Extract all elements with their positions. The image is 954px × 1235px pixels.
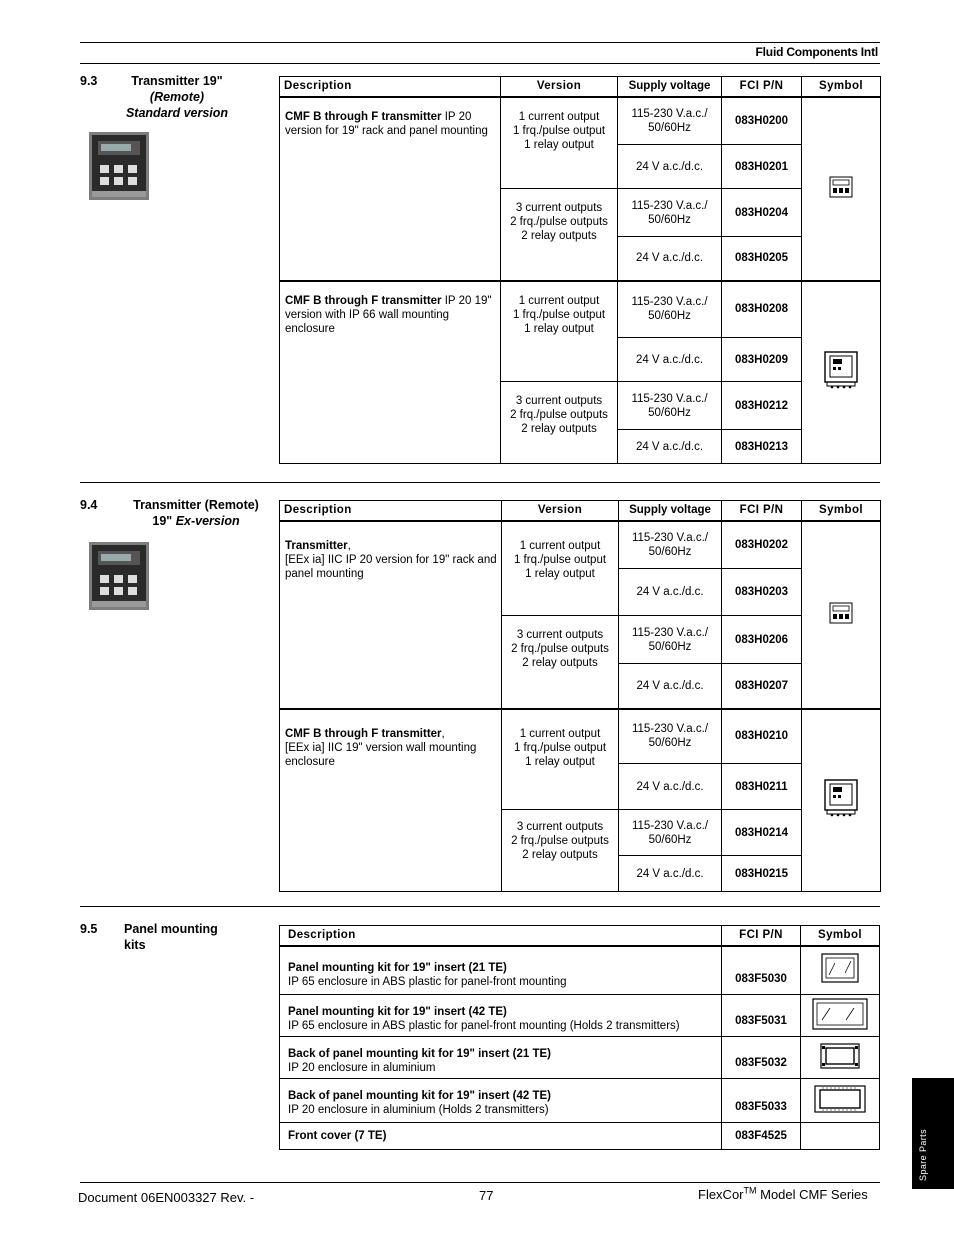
col-header: Supply voltage: [618, 77, 722, 97]
footer-rule: [80, 1182, 880, 1183]
kit-description: Front cover (7 TE): [280, 1123, 722, 1150]
table-row: [280, 946, 880, 995]
part-number: 083F5030: [722, 946, 801, 995]
part-number: 083H0214: [722, 810, 802, 856]
supply-cell: 115-230 V.a.c./ 50/60Hz: [619, 521, 722, 569]
table-row: [280, 281, 881, 338]
table-row: [280, 1037, 880, 1079]
footer-page-number: 77: [479, 1188, 494, 1203]
supply-cell: 24 V a.c./d.c.: [618, 338, 722, 382]
description-cell: Transmitter, [EEx ia] IIC IP 20 version for 19" rack and panel mounting: [280, 521, 502, 709]
part-number: 083H0204: [722, 189, 802, 237]
section-divider: [80, 482, 880, 483]
col-header: Description: [280, 926, 722, 946]
supply-cell: 115-230 V.a.c./ 50/60Hz: [619, 616, 722, 664]
parts-table-9-3: [279, 76, 881, 464]
section-number: 9.4: [80, 498, 98, 512]
part-number: 083F5031: [722, 995, 801, 1037]
version-cell: 3 current outputs 2 frq./pulse outputs 2 relay outputs: [502, 810, 619, 892]
rack-transmitter-symbol: [802, 97, 881, 281]
supply-cell: 115-230 V.a.c./ 50/60Hz: [618, 97, 722, 145]
section-divider: [80, 906, 880, 907]
part-number: 083H0213: [722, 430, 802, 464]
part-number: 083H0215: [722, 856, 802, 892]
table-row: [280, 1123, 880, 1150]
table-header-row: [280, 77, 881, 97]
part-number: 083F5033: [722, 1079, 801, 1123]
rack-unit-icon: [829, 176, 853, 198]
supply-cell: 24 V a.c./d.c.: [618, 145, 722, 189]
wall-enclosure-icon: [824, 779, 858, 817]
table-row: [280, 1079, 880, 1123]
section-number: 9.5: [80, 922, 98, 936]
ex-transmitter-photo: [88, 541, 150, 611]
rack-transmitter-symbol: [802, 521, 881, 709]
part-number: 083H0203: [722, 569, 802, 616]
description-cell: CMF B through F transmitter IP 20 version for 19" rack and panel mounting: [280, 97, 501, 281]
section-title: Panel mounting kits: [124, 922, 218, 952]
supply-cell: 115-230 V.a.c./ 50/60Hz: [618, 189, 722, 237]
table-row: [280, 995, 880, 1037]
rack-unit-icon: [829, 602, 853, 624]
col-header: Supply voltage: [619, 501, 722, 521]
parts-table-9-4: [279, 500, 881, 892]
back-panel-kit-42te-symbol: [801, 1079, 880, 1123]
part-number: 083F4525: [722, 1123, 801, 1150]
part-number: 083H0206: [722, 616, 802, 664]
version-cell: 1 current output 1 frq./pulse output 1 relay output: [501, 97, 618, 189]
part-number: 083H0205: [722, 237, 802, 281]
rack-transmitter-photo: [88, 131, 150, 201]
wall-transmitter-symbol: [802, 281, 881, 464]
supply-cell: 24 V a.c./d.c.: [619, 664, 722, 709]
supply-cell: 24 V a.c./d.c.: [619, 764, 722, 810]
version-cell: 1 current output 1 frq./pulse output 1 relay output: [501, 281, 618, 382]
version-cell: 1 current output 1 frq./pulse output 1 relay output: [502, 521, 619, 616]
wall-enclosure-icon: [824, 351, 858, 389]
table-header-row: [280, 926, 880, 946]
section-number: 9.3: [80, 74, 98, 88]
part-number: 083H0207: [722, 664, 802, 709]
chapter-tab-label: Spare Parts: [918, 1129, 928, 1181]
supply-cell: 115-230 V.a.c./ 50/60Hz: [618, 382, 722, 430]
chapter-tab: [912, 1078, 954, 1189]
description-cell: CMF B through F transmitter, [EEx ia] IIC 19" version wall mounting enclosure: [280, 709, 502, 892]
part-number: 083F5032: [722, 1037, 801, 1079]
header-rule-top: [80, 42, 880, 43]
part-number: 083H0209: [722, 338, 802, 382]
col-header: Version: [502, 501, 619, 521]
col-header: FCI P/N: [722, 501, 802, 521]
col-header: FCI P/N: [722, 77, 802, 97]
header-rule-bottom: [80, 63, 880, 64]
table-row: [280, 709, 881, 764]
supply-cell: 24 V a.c./d.c.: [619, 856, 722, 892]
version-cell: 1 current output 1 frq./pulse output 1 relay output: [502, 709, 619, 810]
symbol-cell-empty: [801, 1123, 880, 1150]
section-title: Transmitter (Remote) 19" Ex-version: [133, 498, 259, 528]
supply-cell: 115-230 V.a.c./ 50/60Hz: [618, 281, 722, 338]
part-number: 083H0210: [722, 709, 802, 764]
part-number: 083H0201: [722, 145, 802, 189]
part-number: 083H0200: [722, 97, 802, 145]
col-header: Symbol: [802, 501, 881, 521]
version-cell: 3 current outputs 2 frq./pulse outputs 2 relay outputs: [501, 382, 618, 464]
panel-kit-21te-symbol: [801, 946, 880, 995]
supply-cell: 24 V a.c./d.c.: [618, 237, 722, 281]
col-header: FCI P/N: [722, 926, 801, 946]
kit-description: Panel mounting kit for 19" insert (42 TE) IP 65 enclosure in ABS plastic for panel-front mounting (Holds 2 transmitters): [280, 995, 722, 1037]
part-number: 083H0211: [722, 764, 802, 810]
table-header-row: [280, 501, 881, 521]
version-cell: 3 current outputs 2 frq./pulse outputs 2 relay outputs: [502, 616, 619, 709]
table-row: [280, 97, 881, 145]
version-cell: 3 current outputs 2 frq./pulse outputs 2 relay outputs: [501, 189, 618, 281]
col-header: Version: [501, 77, 618, 97]
parts-table-9-5: [279, 925, 880, 1150]
description-cell: CMF B through F transmitter IP 20 19" version with IP 66 wall mounting enclosure: [280, 281, 501, 464]
col-header: Description: [280, 77, 501, 97]
back-panel-kit-21te-symbol: [801, 1037, 880, 1079]
company-name: Fluid Components Intl: [755, 45, 878, 59]
table-row: [280, 521, 881, 569]
panel-frame-icon: [821, 953, 859, 983]
part-number: 083H0208: [722, 281, 802, 338]
part-number: 083H0202: [722, 521, 802, 569]
panel-kit-42te-symbol: [801, 995, 880, 1037]
section-title: Transmitter 19" (Remote) Standard version: [125, 74, 229, 120]
part-number: 083H0212: [722, 382, 802, 430]
supply-cell: 115-230 V.a.c./ 50/60Hz: [619, 709, 722, 764]
col-header: Symbol: [801, 926, 880, 946]
col-header: Symbol: [802, 77, 881, 97]
back-panel-frame-icon: [820, 1043, 860, 1069]
footer-product: FlexCor™ Model CMF Series: [698, 1185, 868, 1202]
kit-description: Back of panel mounting kit for 19" insert (21 TE) IP 20 enclosure in aluminium: [280, 1037, 722, 1079]
supply-cell: 115-230 V.a.c./ 50/60Hz: [619, 810, 722, 856]
supply-cell: 24 V a.c./d.c.: [618, 430, 722, 464]
supply-cell: 24 V a.c./d.c.: [619, 569, 722, 616]
col-header: Description: [280, 501, 502, 521]
panel-frame-wide-icon: [812, 998, 868, 1030]
footer-document-id: Document 06EN003327 Rev. -: [78, 1190, 255, 1205]
back-panel-frame-wide-icon: [814, 1085, 866, 1113]
kit-description: Panel mounting kit for 19" insert (21 TE) IP 65 enclosure in ABS plastic for panel-front mounting: [280, 946, 722, 995]
wall-transmitter-symbol: [802, 709, 881, 892]
kit-description: Back of panel mounting kit for 19" insert (42 TE) IP 20 enclosure in aluminium (Holds 2 transmitters): [280, 1079, 722, 1123]
